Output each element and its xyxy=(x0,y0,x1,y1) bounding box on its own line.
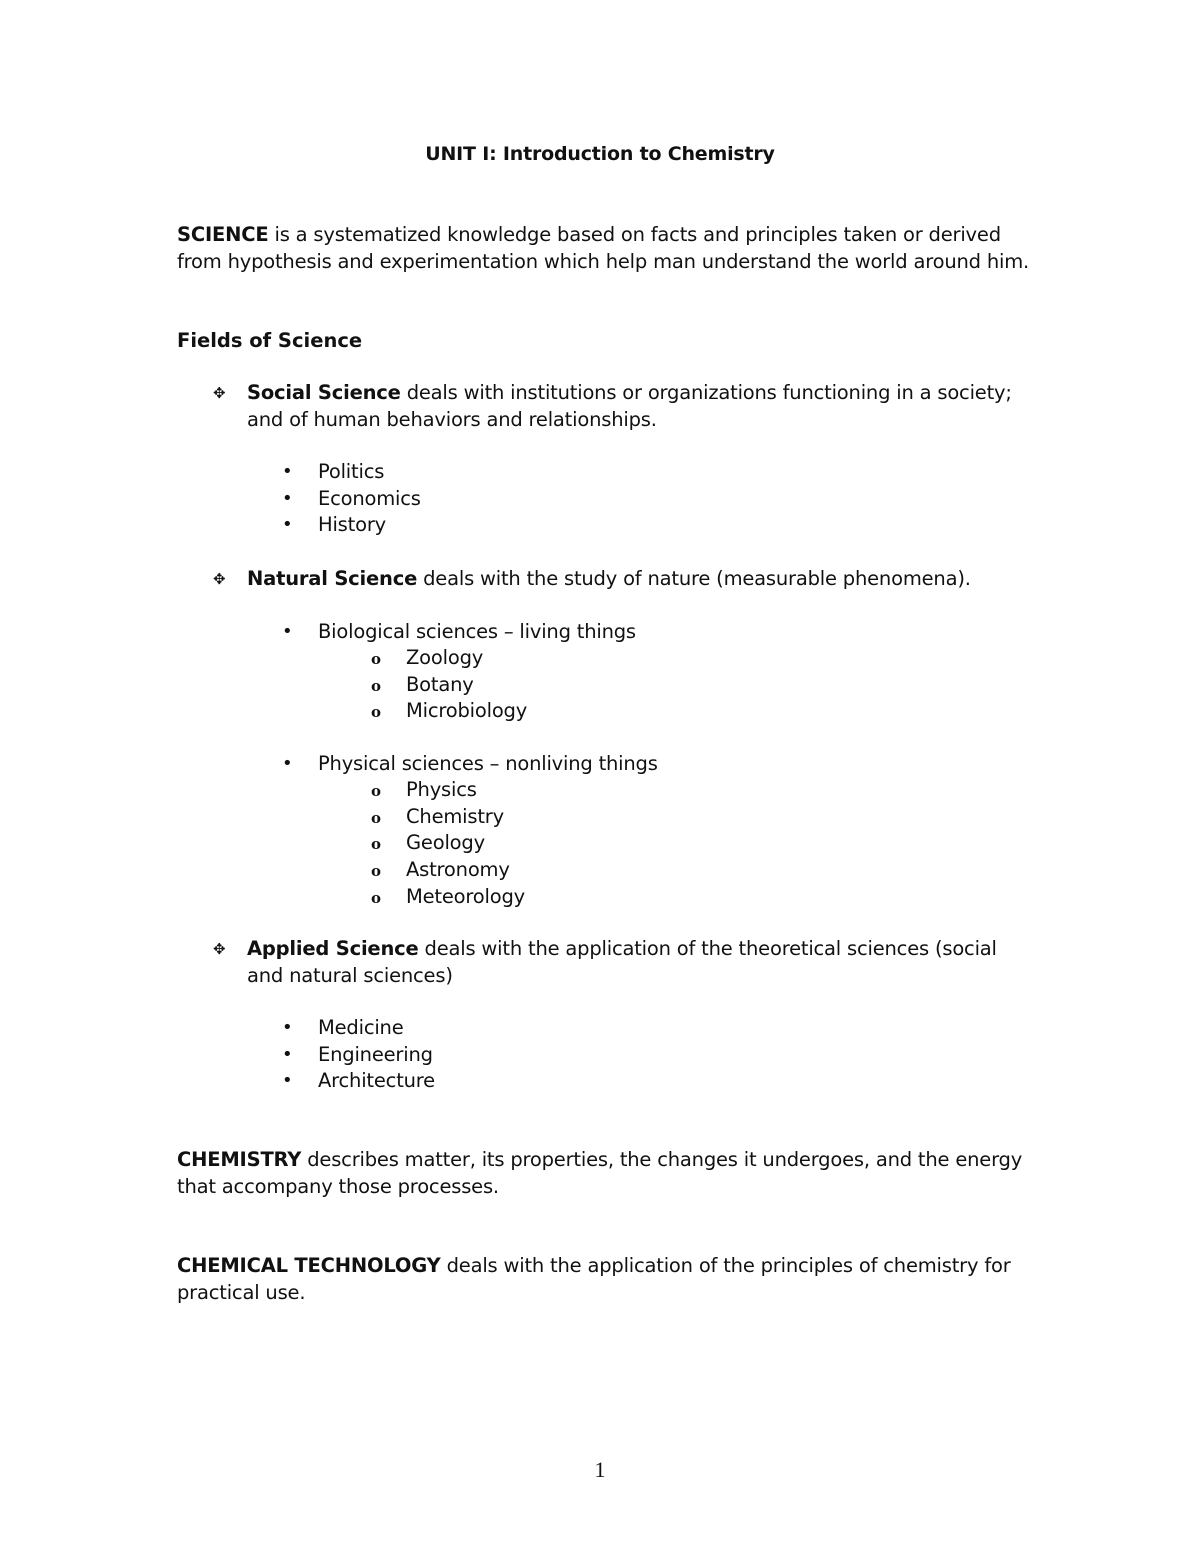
chemistry-definition xyxy=(177,1147,1037,1200)
sub-list-item: o Meteorology xyxy=(370,884,525,911)
field-description: deals with the application of the theoretical sciences (social and natural sciences) xyxy=(247,937,997,987)
bullet-icon: • xyxy=(282,1043,293,1065)
list-item: • Engineering xyxy=(281,1042,435,1069)
biological-sciences-item xyxy=(281,619,636,646)
field-name: Natural Science xyxy=(247,567,418,590)
field-natural-science xyxy=(213,566,1033,593)
physical-sciences-list xyxy=(370,777,525,911)
sub-bullet-icon: o xyxy=(371,862,381,881)
bullet-icon: • xyxy=(282,487,293,509)
sub-bullet-icon: o xyxy=(371,888,381,907)
list-item: • History xyxy=(281,512,421,539)
sub-bullet-icon: o xyxy=(371,782,381,800)
biological-sciences-list xyxy=(370,645,527,725)
sub-bullet-icon: o xyxy=(371,835,381,854)
fields-heading: Fields of Science xyxy=(177,329,363,352)
chemistry-term: CHEMISTRY xyxy=(177,1148,302,1171)
field-description: deals with institutions or organizations functioning in a society; and of human behaviors and relationships. xyxy=(247,381,1012,431)
chemical-technology-term: CHEMICAL TECHNOLOGY xyxy=(177,1254,441,1277)
diamond-bullet-icon: ✥ xyxy=(213,940,226,958)
sub-list-item: o Microbiology xyxy=(370,698,527,725)
science-term: SCIENCE xyxy=(177,223,269,246)
applied-science-list xyxy=(281,1015,435,1095)
list-item: • Medicine xyxy=(281,1015,435,1042)
sub-list-item: o Astronomy xyxy=(370,857,525,884)
chemistry-text: describes matter, its properties, the changes it undergoes, and the energy that accompany those processes. xyxy=(177,1148,1023,1198)
field-social-science xyxy=(213,380,1033,433)
field-name: Social Science xyxy=(247,381,401,404)
sub-list-item: o Geology xyxy=(370,830,525,857)
sub-bullet-icon: o xyxy=(371,808,381,827)
list-item: • Architecture xyxy=(281,1068,435,1095)
bullet-icon: • xyxy=(282,621,293,642)
chemical-technology-text: deals with the application of the principles of chemistry for practical use. xyxy=(177,1254,1011,1304)
diamond-bullet-icon: ✥ xyxy=(213,384,226,402)
list-item: • Economics xyxy=(281,486,421,513)
list-item: • Physical sciences – nonliving things xyxy=(281,751,658,778)
page-title: UNIT I: Introduction to Chemistry xyxy=(425,143,775,165)
science-text: is a systematized knowledge based on facts and principles taken or derived from hypothesis and experimentation which help man understand the world around him. xyxy=(177,223,1029,273)
bullet-icon: • xyxy=(282,514,293,536)
social-science-list xyxy=(281,459,421,539)
field-name: Applied Science xyxy=(247,937,419,960)
bullet-icon: • xyxy=(282,1017,293,1038)
science-definition xyxy=(177,222,1037,275)
sub-list-item: o Botany xyxy=(370,672,527,699)
page-number: 1 xyxy=(594,1457,606,1482)
physical-sciences-item xyxy=(281,751,658,778)
sub-bullet-icon: o xyxy=(371,650,381,668)
sub-list-item: o Chemistry xyxy=(370,804,525,831)
field-applied-science xyxy=(213,936,1033,989)
sub-list-item: o Zoology xyxy=(370,645,527,672)
bullet-icon: • xyxy=(282,461,293,482)
chemical-technology-definition xyxy=(177,1253,1037,1306)
field-description: deals with the study of nature (measurable phenomena). xyxy=(417,567,971,590)
list-item: • Politics xyxy=(281,459,421,486)
bullet-icon: • xyxy=(282,753,293,774)
diamond-bullet-icon: ✥ xyxy=(213,570,226,588)
sub-bullet-icon: o xyxy=(371,676,381,695)
list-item: • Biological sciences – living things xyxy=(281,619,636,646)
sub-list-item: o Physics xyxy=(370,777,525,804)
bullet-icon: • xyxy=(282,1070,293,1092)
sub-bullet-icon: o xyxy=(371,703,381,722)
